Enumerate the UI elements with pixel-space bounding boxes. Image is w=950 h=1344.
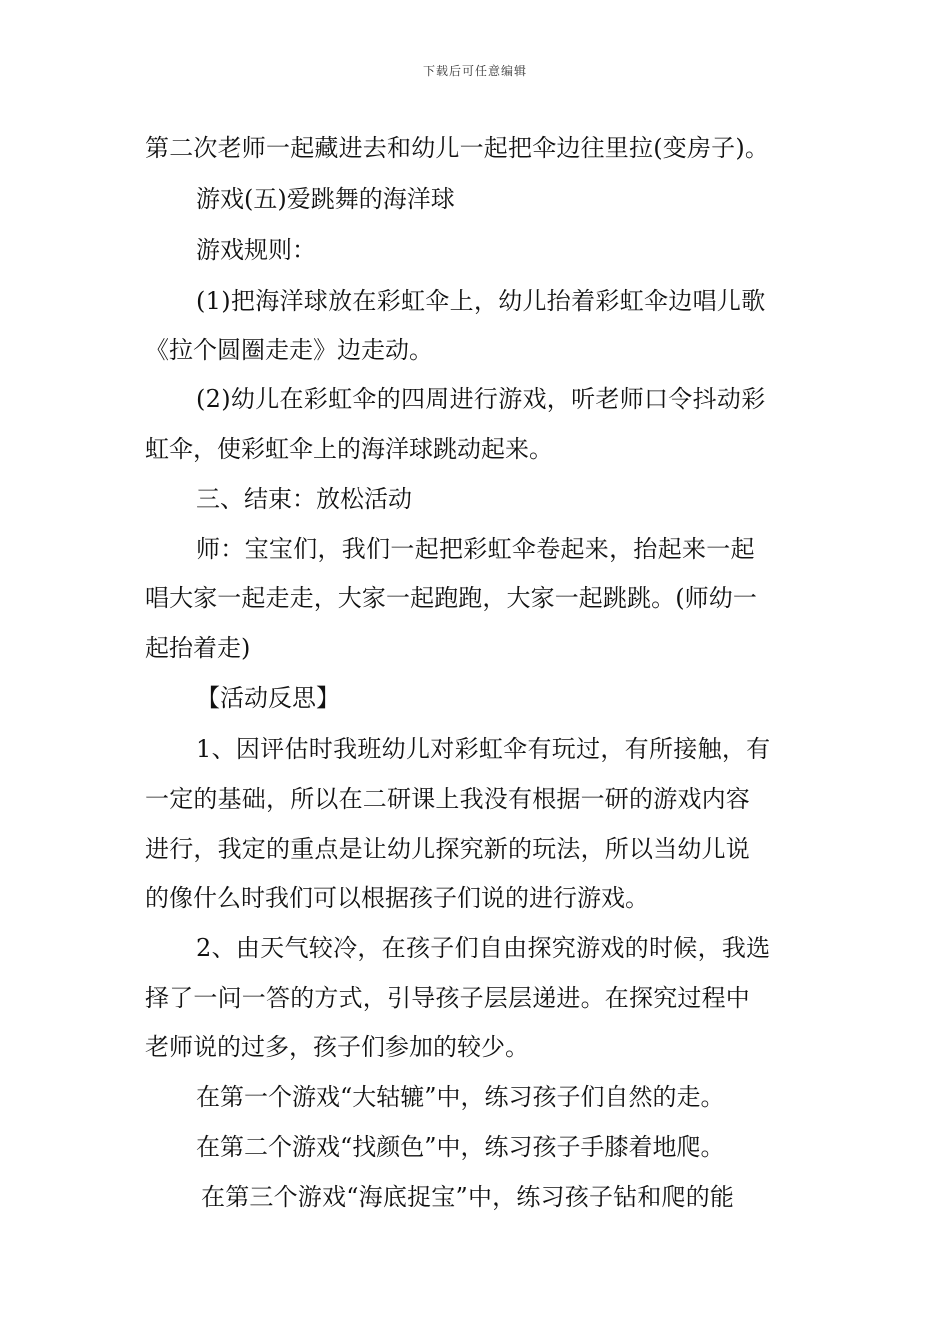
body-line: (2)幼儿在彩虹伞的四周进行游戏，听老师口令抖动彩 [196, 385, 766, 413]
body-line: 在第一个游戏“大轱辘”中，练习孩子们自然的走。 [196, 1083, 725, 1111]
body-line: 的像什么时我们可以根据孩子们说的进行游戏。 [145, 884, 649, 912]
body-line: 在第二个游戏“找颜色”中，练习孩子手膝着地爬。 [196, 1133, 725, 1161]
section-heading: 三、结束：放松活动 [196, 485, 412, 513]
body-line: 老师说的过多，孩子们参加的较少。 [145, 1033, 529, 1061]
body-line: 唱大家一起走走，大家一起跑跑，大家一起跳跳。(师幼一 [145, 584, 757, 612]
body-line: 在第三个游戏“海底捉宝”中，练习孩子钻和爬的能 [201, 1183, 735, 1211]
body-line: 起抬着走) [145, 634, 251, 662]
body-line: 进行，我定的重点是让幼儿探究新的玩法，所以当幼儿说 [145, 835, 750, 863]
body-line: 2、由天气较冷，在孩子们自由探究游戏的时候，我选 [196, 934, 771, 962]
section-heading: 游戏(五)爱跳舞的海洋球 [196, 185, 455, 213]
body-line: 1、因评估时我班幼儿对彩虹伞有玩过，有所接触，有 [196, 735, 771, 763]
page-header-note: 下载后可任意编辑 [422, 64, 527, 78]
section-heading: 【活动反思】 [196, 684, 340, 712]
body-line: 虹伞，使彩虹伞上的海洋球跳动起来。 [145, 435, 553, 463]
body-line: 师：宝宝们，我们一起把彩虹伞卷起来，抬起来一起 [196, 535, 755, 563]
body-line: 《拉个圆圈走走》边走动。 [145, 336, 433, 364]
body-line: 择了一问一答的方式，引导孩子层层递进。在探究过程中 [145, 984, 750, 1012]
body-line: (1)把海洋球放在彩虹伞上，幼儿抬着彩虹伞边唱儿歌 [196, 287, 766, 315]
body-line: 第二次老师一起藏进去和幼儿一起把伞边往里拉(变房子)。 [145, 134, 770, 162]
body-line: 游戏规则： [196, 236, 316, 264]
body-line: 一定的基础，所以在二研课上我没有根据一研的游戏内容 [145, 785, 750, 813]
